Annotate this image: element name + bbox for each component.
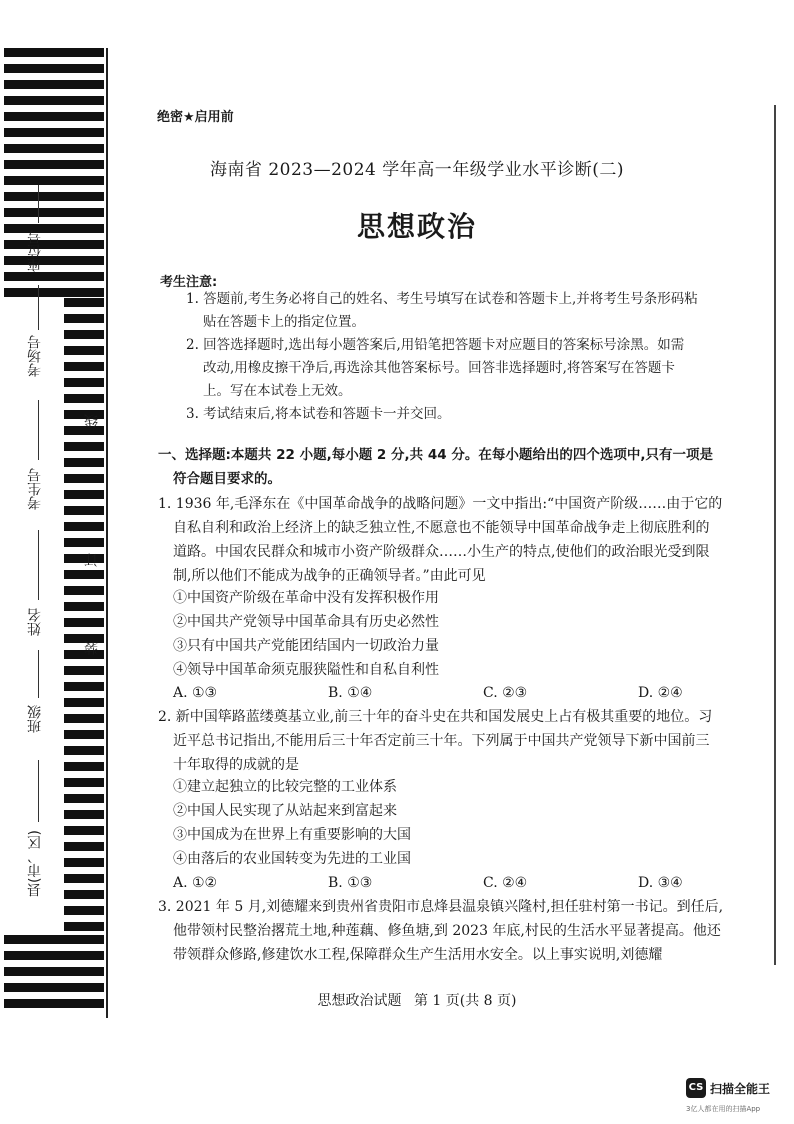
notice-item-2-cont: 改动,用橡皮擦干净后,再选涂其他答案标号。回答非选择题时,将答案写在答题卡 [203, 360, 675, 376]
question-1-option-1: ①中国资产阶级在革命中没有发挥积极作用 [173, 590, 439, 606]
seat-number-label: 座位号 [27, 230, 43, 272]
question-2-line-2: 近平总书记指出,不能用后三十年否定前三十年。下列属于中国共产党领导下新中国前三 [173, 733, 710, 749]
notice-heading: 考生注意: [160, 275, 218, 290]
candidate-number-blank [38, 400, 39, 460]
camscanner-name: 扫描全能王 [710, 1082, 771, 1096]
notice-item-1: 1. 答题前,考生务必将自己的姓名、考生号填写在试卷和答题卡上,并将考生号条形码粘 [186, 291, 698, 307]
camscanner-tagline: 3亿人都在用的扫描App [686, 1105, 761, 1113]
candidate-number-label: 考生号 [27, 468, 43, 510]
subject-title: 思想政治 [356, 210, 477, 243]
section-heading: 一、选择题:本题共 22 小题,每小题 2 分,共 44 分。在每小题给出的四个选项中,只有一项是 [158, 447, 713, 463]
question-1-option-3: ③只有中国共产党能团结国内一切政治力量 [173, 638, 439, 654]
question-3-line-1: 3. 2021 年 5 月,刘德耀来到贵州省贵阳市息烽县温泉镇兴隆村,担任驻村第一书记。到任后, [158, 899, 724, 915]
question-3-line-3: 带领群众修路,修建饮水工程,保障群众生产生活用水安全。以上事实说明,刘德耀 [173, 947, 663, 963]
exam-title: 海南省 2023—2024 学年高一年级学业水平诊断(二) [209, 160, 625, 180]
bind-char-bind: 装 [84, 641, 100, 655]
notice-item-2-cont2: 上。写在本试卷上无效。 [203, 383, 352, 399]
footer-subject: 思想政治试题 [317, 993, 402, 1009]
question-1-line-4: 制,所以他们不能成为战争的正确领导者。”由此可见 [173, 568, 486, 584]
question-1-choice-c: C. ②③ [483, 685, 528, 701]
footer-page-number: 第 1 页(共 8 页) [413, 993, 517, 1009]
question-2-option-2: ②中国人民实现了从站起来到富起来 [173, 803, 397, 819]
question-1-line-2: 自私自利和政治上经济上的缺乏独立性,不愿意也不能领导中国革命战争走上彻底胜利的 [173, 520, 710, 536]
room-number-label: 考场号 [27, 335, 43, 377]
section-heading-cont: 符合题目要求的。 [173, 471, 281, 487]
question-2-choice-b: B. ①③ [328, 875, 373, 891]
class-label: 班级 [27, 705, 43, 733]
room-number-blank [38, 285, 39, 330]
binding-stripe-bar [64, 298, 104, 935]
bind-char-line: 线 [84, 414, 100, 428]
name-label: 姓名 [27, 608, 43, 636]
question-1-choice-a: A. ①③ [173, 685, 218, 701]
question-2-option-4: ④由落后的农业国转变为先进的工业国 [173, 851, 411, 867]
confidential-mark: 绝密★启用前 [157, 110, 234, 125]
notice-item-1-cont: 贴在答题卡上的指定位置。 [203, 314, 365, 330]
question-3-line-2: 他带领村民整治撂荒土地,种莲藕、修鱼塘,到 2023 年底,村民的生活水平显著提高。他还 [173, 923, 721, 939]
question-2-option-3: ③中国成为在世界上有重要影响的大国 [173, 827, 411, 843]
question-1-choice-d: D. ②④ [638, 685, 683, 701]
question-1-option-2: ②中国共产党领导中国革命具有历史必然性 [173, 614, 439, 630]
bind-char-staple: 订 [84, 553, 100, 567]
notice-item-3: 3. 考试结束后,将本试卷和答题卡一并交回。 [186, 406, 451, 422]
notice-item-2: 2. 回答选择题时,选出每小题答案后,用铅笔把答题卡对应题目的答案标号涂黑。如需 [186, 337, 685, 353]
question-2-choice-a: A. ①② [173, 875, 218, 891]
camscanner-logo-icon: CS [686, 1078, 706, 1098]
question-2-choice-c: C. ②④ [483, 875, 528, 891]
question-1-option-4: ④领导中国革命须克服狭隘性和自私自利性 [173, 662, 439, 678]
question-1-choice-b: B. ①④ [328, 685, 373, 701]
county-label: 县(市、区) [27, 830, 43, 897]
name-blank [38, 530, 39, 600]
class-blank [38, 650, 39, 698]
county-blank [38, 760, 39, 822]
question-2-option-1: ①建立起独立的比较完整的工业体系 [173, 779, 397, 795]
question-1-line-3: 道路。中国农民群众和城市小资产阶级群众……小生产的特点,使他们的政治眼光受到限 [173, 544, 710, 560]
question-2-line-3: 十年取得的成就的是 [173, 757, 299, 773]
question-2-choice-d: D. ③④ [638, 875, 683, 891]
fold-line [106, 48, 108, 1018]
question-1-line-1: 1. 1936 年,毛泽东在《中国革命战争的战略问题》一文中指出:“中国资产阶级……由于它的 [158, 496, 723, 512]
page-footer [0, 990, 794, 1010]
question-2-line-1: 2. 新中国筚路蓝缕奠基立业,前三十年的奋斗史在共和国发展史上占有极其重要的地位。习 [158, 709, 713, 725]
